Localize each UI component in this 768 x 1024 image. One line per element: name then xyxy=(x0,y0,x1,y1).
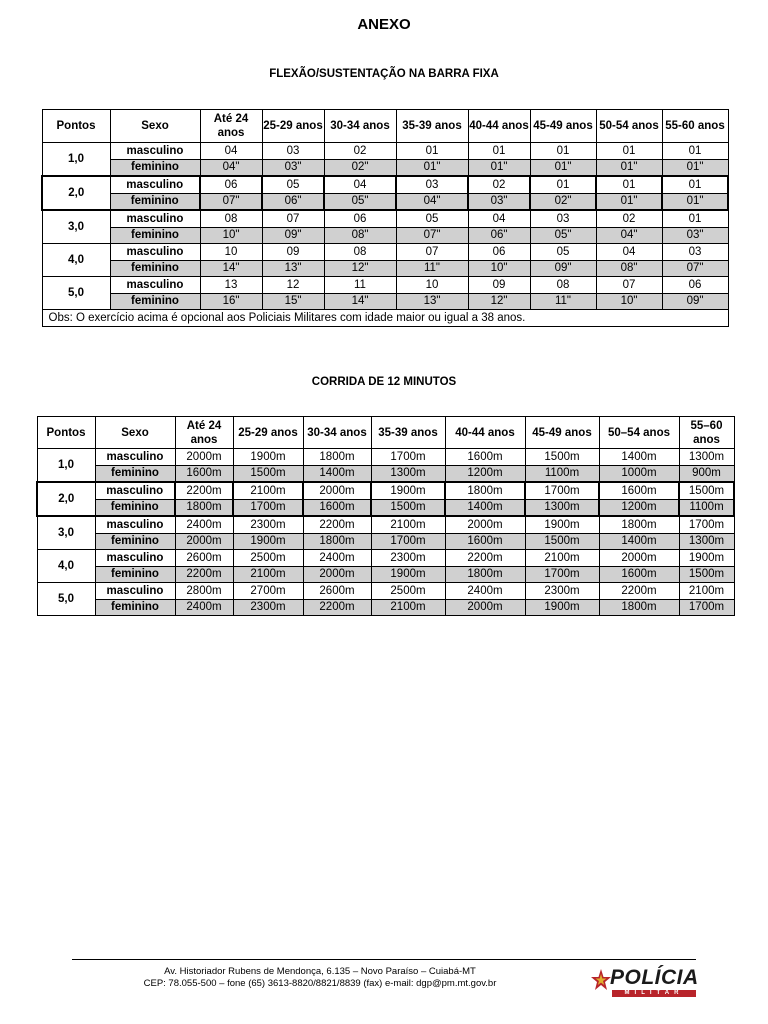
value-cell: 07" xyxy=(662,260,728,277)
value-cell: 03" xyxy=(468,193,530,210)
footer-address xyxy=(110,966,530,990)
value-cell: 15" xyxy=(262,293,324,310)
value-cell: 1400m xyxy=(445,499,525,516)
value-cell: 1100m xyxy=(525,465,599,482)
value-cell: 1800m xyxy=(303,533,371,550)
value-cell: 2200m xyxy=(175,482,233,499)
column-header: 40-44 anos xyxy=(468,110,530,143)
value-cell: 05 xyxy=(262,176,324,193)
value-cell: 1500m xyxy=(679,566,734,583)
value-cell: 09 xyxy=(468,277,530,294)
value-cell: 01" xyxy=(662,193,728,210)
value-cell: 12" xyxy=(468,293,530,310)
value-cell: 1800m xyxy=(303,449,371,466)
table-row xyxy=(42,227,728,244)
table-row xyxy=(37,599,734,616)
value-cell: 09" xyxy=(662,293,728,310)
value-cell: 1900m xyxy=(371,482,445,499)
value-cell: 10" xyxy=(200,227,262,244)
value-cell: 2100m xyxy=(371,599,445,616)
sex-cell: feminino xyxy=(95,566,175,583)
value-cell: 11 xyxy=(324,277,396,294)
value-cell: 1300m xyxy=(371,465,445,482)
value-cell: 01 xyxy=(530,176,596,193)
value-cell: 12 xyxy=(262,277,324,294)
value-cell: 04 xyxy=(468,210,530,227)
value-cell: 03 xyxy=(262,143,324,160)
sex-cell: masculino xyxy=(110,143,200,160)
value-cell: 2400m xyxy=(445,583,525,600)
value-cell: 2100m xyxy=(233,566,303,583)
value-cell: 03 xyxy=(530,210,596,227)
value-cell: 01" xyxy=(596,193,662,210)
value-cell: 01" xyxy=(662,159,728,176)
value-cell: 1500m xyxy=(525,449,599,466)
table-row xyxy=(42,159,728,176)
obs-row xyxy=(42,310,728,327)
column-header: 45-49 anos xyxy=(530,110,596,143)
value-cell: 02 xyxy=(324,143,396,160)
value-cell: 13 xyxy=(200,277,262,294)
value-cell: 11" xyxy=(396,260,468,277)
value-cell: 2500m xyxy=(371,583,445,600)
value-cell: 03 xyxy=(662,244,728,261)
value-cell: 2100m xyxy=(371,516,445,533)
value-cell: 2300m xyxy=(233,516,303,533)
value-cell: 1700m xyxy=(371,449,445,466)
value-cell: 1600m xyxy=(445,449,525,466)
value-cell: 2400m xyxy=(303,550,371,567)
flexao-table xyxy=(41,109,729,327)
value-cell: 02" xyxy=(530,193,596,210)
table-row xyxy=(37,482,734,499)
value-cell: 1400m xyxy=(599,533,679,550)
value-cell: 2100m xyxy=(679,583,734,600)
value-cell: 1800m xyxy=(445,566,525,583)
value-cell: 1700m xyxy=(371,533,445,550)
value-cell: 01 xyxy=(662,143,728,160)
value-cell: 1300m xyxy=(679,533,734,550)
points-cell: 1,0 xyxy=(37,449,95,483)
value-cell: 06" xyxy=(262,193,324,210)
table-row xyxy=(42,143,728,160)
table-row xyxy=(37,516,734,533)
value-cell: 04" xyxy=(396,193,468,210)
value-cell: 04 xyxy=(596,244,662,261)
value-cell: 10 xyxy=(200,244,262,261)
points-cell: 3,0 xyxy=(37,516,95,550)
sex-cell: feminino xyxy=(95,499,175,516)
sex-cell: masculino xyxy=(95,482,175,499)
value-cell: 08 xyxy=(530,277,596,294)
value-cell: 2200m xyxy=(175,566,233,583)
value-cell: 2800m xyxy=(175,583,233,600)
value-cell: 06 xyxy=(662,277,728,294)
column-header: 30-34 anos xyxy=(303,417,371,449)
value-cell: 1600m xyxy=(599,566,679,583)
value-cell: 02" xyxy=(324,159,396,176)
table-row xyxy=(42,277,728,294)
column-header: 35-39 anos xyxy=(396,110,468,143)
value-cell: 2400m xyxy=(175,516,233,533)
value-cell: 2100m xyxy=(525,550,599,567)
column-header: 40-44 anos xyxy=(445,417,525,449)
table-row xyxy=(37,449,734,466)
star-icon xyxy=(590,968,612,994)
value-cell: 1900m xyxy=(371,566,445,583)
value-cell: 03" xyxy=(662,227,728,244)
table-row xyxy=(37,550,734,567)
table-row xyxy=(42,260,728,277)
value-cell: 01 xyxy=(596,176,662,193)
value-cell: 2600m xyxy=(175,550,233,567)
column-header: Até 24 anos xyxy=(175,417,233,449)
value-cell: 08" xyxy=(324,227,396,244)
points-cell: 2,0 xyxy=(37,482,95,516)
table-row xyxy=(37,583,734,600)
value-cell: 1200m xyxy=(599,499,679,516)
value-cell: 1500m xyxy=(371,499,445,516)
column-header: 45-49 anos xyxy=(525,417,599,449)
value-cell: 2500m xyxy=(233,550,303,567)
flexao-heading: FLEXÃO/SUSTENTAÇÃO NA BARRA FIXA xyxy=(269,68,499,80)
value-cell: 11" xyxy=(530,293,596,310)
value-cell: 2200m xyxy=(303,599,371,616)
value-cell: 1600m xyxy=(445,533,525,550)
value-cell: 06 xyxy=(468,244,530,261)
value-cell: 1900m xyxy=(525,599,599,616)
corrida-heading: CORRIDA DE 12 MINUTOS xyxy=(311,376,457,388)
table-row xyxy=(37,533,734,550)
value-cell: 09 xyxy=(262,244,324,261)
value-cell: 1300m xyxy=(525,499,599,516)
value-cell: 2000m xyxy=(175,533,233,550)
value-cell: 2000m xyxy=(175,449,233,466)
column-header: 50–54 anos xyxy=(599,417,679,449)
sex-cell: masculino xyxy=(110,210,200,227)
column-header: Sexo xyxy=(95,417,175,449)
value-cell: 1900m xyxy=(233,533,303,550)
value-cell: 04" xyxy=(596,227,662,244)
value-cell: 16" xyxy=(200,293,262,310)
sex-cell: feminino xyxy=(110,260,200,277)
value-cell: 01 xyxy=(662,176,728,193)
value-cell: 2200m xyxy=(303,516,371,533)
column-header: 55-60 anos xyxy=(662,110,728,143)
value-cell: 1700m xyxy=(525,482,599,499)
column-header: 50-54 anos xyxy=(596,110,662,143)
value-cell: 1300m xyxy=(679,449,734,466)
value-cell: 1500m xyxy=(525,533,599,550)
points-cell: 2,0 xyxy=(42,176,110,210)
value-cell: 2400m xyxy=(175,599,233,616)
column-header: 55–60 anos xyxy=(679,417,734,449)
value-cell: 01 xyxy=(662,210,728,227)
value-cell: 01" xyxy=(396,159,468,176)
value-cell: 2300m xyxy=(525,583,599,600)
value-cell: 07 xyxy=(262,210,324,227)
value-cell: 1500m xyxy=(679,482,734,499)
value-cell: 05 xyxy=(530,244,596,261)
table-row xyxy=(37,499,734,516)
value-cell: 2000m xyxy=(599,550,679,567)
value-cell: 01 xyxy=(596,143,662,160)
value-cell: 01" xyxy=(530,159,596,176)
value-cell: 1900m xyxy=(679,550,734,567)
header-row xyxy=(37,417,734,449)
value-cell: 07" xyxy=(396,227,468,244)
value-cell: 1600m xyxy=(599,482,679,499)
value-cell: 1900m xyxy=(233,449,303,466)
column-header: 30-34 anos xyxy=(324,110,396,143)
table-row xyxy=(42,176,728,193)
sex-cell: masculino xyxy=(110,277,200,294)
value-cell: 04" xyxy=(200,159,262,176)
value-cell: 07 xyxy=(396,244,468,261)
value-cell: 05" xyxy=(324,193,396,210)
sex-cell: feminino xyxy=(95,465,175,482)
sex-cell: masculino xyxy=(95,516,175,533)
value-cell: 1700m xyxy=(233,499,303,516)
sex-cell: feminino xyxy=(110,293,200,310)
table-row xyxy=(37,566,734,583)
value-cell: 10" xyxy=(468,260,530,277)
value-cell: 06 xyxy=(324,210,396,227)
value-cell: 05" xyxy=(530,227,596,244)
sex-cell: masculino xyxy=(110,244,200,261)
value-cell: 1600m xyxy=(303,499,371,516)
table-row xyxy=(42,244,728,261)
points-cell: 1,0 xyxy=(42,143,110,177)
value-cell: 10" xyxy=(596,293,662,310)
value-cell: 2100m xyxy=(233,482,303,499)
value-cell: 1900m xyxy=(525,516,599,533)
value-cell: 1200m xyxy=(445,465,525,482)
value-cell: 2300m xyxy=(233,599,303,616)
column-header: Pontos xyxy=(42,110,110,143)
value-cell: 08" xyxy=(596,260,662,277)
column-header: Pontos xyxy=(37,417,95,449)
column-header: 25-29 anos xyxy=(262,110,324,143)
value-cell: 2200m xyxy=(599,583,679,600)
value-cell: 2000m xyxy=(303,482,371,499)
policia-militar-logo xyxy=(590,966,700,1002)
value-cell: 2200m xyxy=(445,550,525,567)
value-cell: 1800m xyxy=(599,516,679,533)
table-row xyxy=(42,193,728,210)
column-header: 35-39 anos xyxy=(371,417,445,449)
value-cell: 1600m xyxy=(175,465,233,482)
value-cell: 1800m xyxy=(445,482,525,499)
points-cell: 3,0 xyxy=(42,210,110,244)
sex-cell: feminino xyxy=(110,193,200,210)
sex-cell: masculino xyxy=(95,550,175,567)
points-cell: 4,0 xyxy=(42,244,110,277)
value-cell: 1700m xyxy=(679,516,734,533)
value-cell: 1800m xyxy=(175,499,233,516)
value-cell: 07" xyxy=(200,193,262,210)
value-cell: 1400m xyxy=(303,465,371,482)
value-cell: 10 xyxy=(396,277,468,294)
points-cell: 5,0 xyxy=(37,583,95,616)
value-cell: 13" xyxy=(262,260,324,277)
value-cell: 1400m xyxy=(599,449,679,466)
value-cell: 06 xyxy=(200,176,262,193)
logo-subtitle: MILITAR xyxy=(612,990,696,997)
corrida-table xyxy=(36,416,735,616)
value-cell: 04 xyxy=(200,143,262,160)
sex-cell: feminino xyxy=(95,533,175,550)
value-cell: 01" xyxy=(468,159,530,176)
value-cell: 1700m xyxy=(525,566,599,583)
header-row xyxy=(42,110,728,143)
value-cell: 2000m xyxy=(445,599,525,616)
value-cell: 01 xyxy=(530,143,596,160)
footer-divider xyxy=(72,959,696,960)
column-header: Até 24 anos xyxy=(200,110,262,143)
sex-cell: feminino xyxy=(110,159,200,176)
sex-cell: masculino xyxy=(110,176,200,193)
column-header: Sexo xyxy=(110,110,200,143)
value-cell: 03" xyxy=(262,159,324,176)
value-cell: 1000m xyxy=(599,465,679,482)
value-cell: 01 xyxy=(468,143,530,160)
value-cell: 1500m xyxy=(233,465,303,482)
table-row xyxy=(37,465,734,482)
value-cell: 2600m xyxy=(303,583,371,600)
value-cell: 04 xyxy=(324,176,396,193)
value-cell: 08 xyxy=(200,210,262,227)
value-cell: 01 xyxy=(396,143,468,160)
points-cell: 4,0 xyxy=(37,550,95,583)
value-cell: 09" xyxy=(262,227,324,244)
value-cell: 01" xyxy=(596,159,662,176)
value-cell: 05 xyxy=(396,210,468,227)
value-cell: 1100m xyxy=(679,499,734,516)
logo-wordmark: POLÍCIA xyxy=(610,966,699,989)
obs-note: Obs: O exercício acima é opcional aos Policiais Militares com idade maior ou igual a 38 anos. xyxy=(42,310,728,327)
sex-cell: feminino xyxy=(110,227,200,244)
value-cell: 06" xyxy=(468,227,530,244)
value-cell: 2000m xyxy=(303,566,371,583)
sex-cell: masculino xyxy=(95,583,175,600)
column-header: 25-29 anos xyxy=(233,417,303,449)
value-cell: 09" xyxy=(530,260,596,277)
page-title: ANEXO xyxy=(357,16,411,33)
value-cell: 08 xyxy=(324,244,396,261)
value-cell: 900m xyxy=(679,465,734,482)
sex-cell: feminino xyxy=(95,599,175,616)
value-cell: 14" xyxy=(200,260,262,277)
value-cell: 2000m xyxy=(445,516,525,533)
value-cell: 12" xyxy=(324,260,396,277)
points-cell: 5,0 xyxy=(42,277,110,310)
footer-line-2: CEP: 78.055-500 – fone (65) 3613-8820/8821/8839 (fax) e-mail: dgp@pm.mt.gov.br xyxy=(143,978,497,989)
value-cell: 02 xyxy=(468,176,530,193)
value-cell: 2700m xyxy=(233,583,303,600)
sex-cell: masculino xyxy=(95,449,175,466)
table-row xyxy=(42,293,728,310)
value-cell: 1800m xyxy=(599,599,679,616)
value-cell: 02 xyxy=(596,210,662,227)
value-cell: 07 xyxy=(596,277,662,294)
table-row xyxy=(42,210,728,227)
value-cell: 2300m xyxy=(371,550,445,567)
value-cell: 03 xyxy=(396,176,468,193)
value-cell: 13" xyxy=(396,293,468,310)
value-cell: 14" xyxy=(324,293,396,310)
value-cell: 1700m xyxy=(679,599,734,616)
footer-line-1: Av. Historiador Rubens de Mendonça, 6.135 – Novo Paraíso – Cuiabá-MT xyxy=(164,966,476,977)
